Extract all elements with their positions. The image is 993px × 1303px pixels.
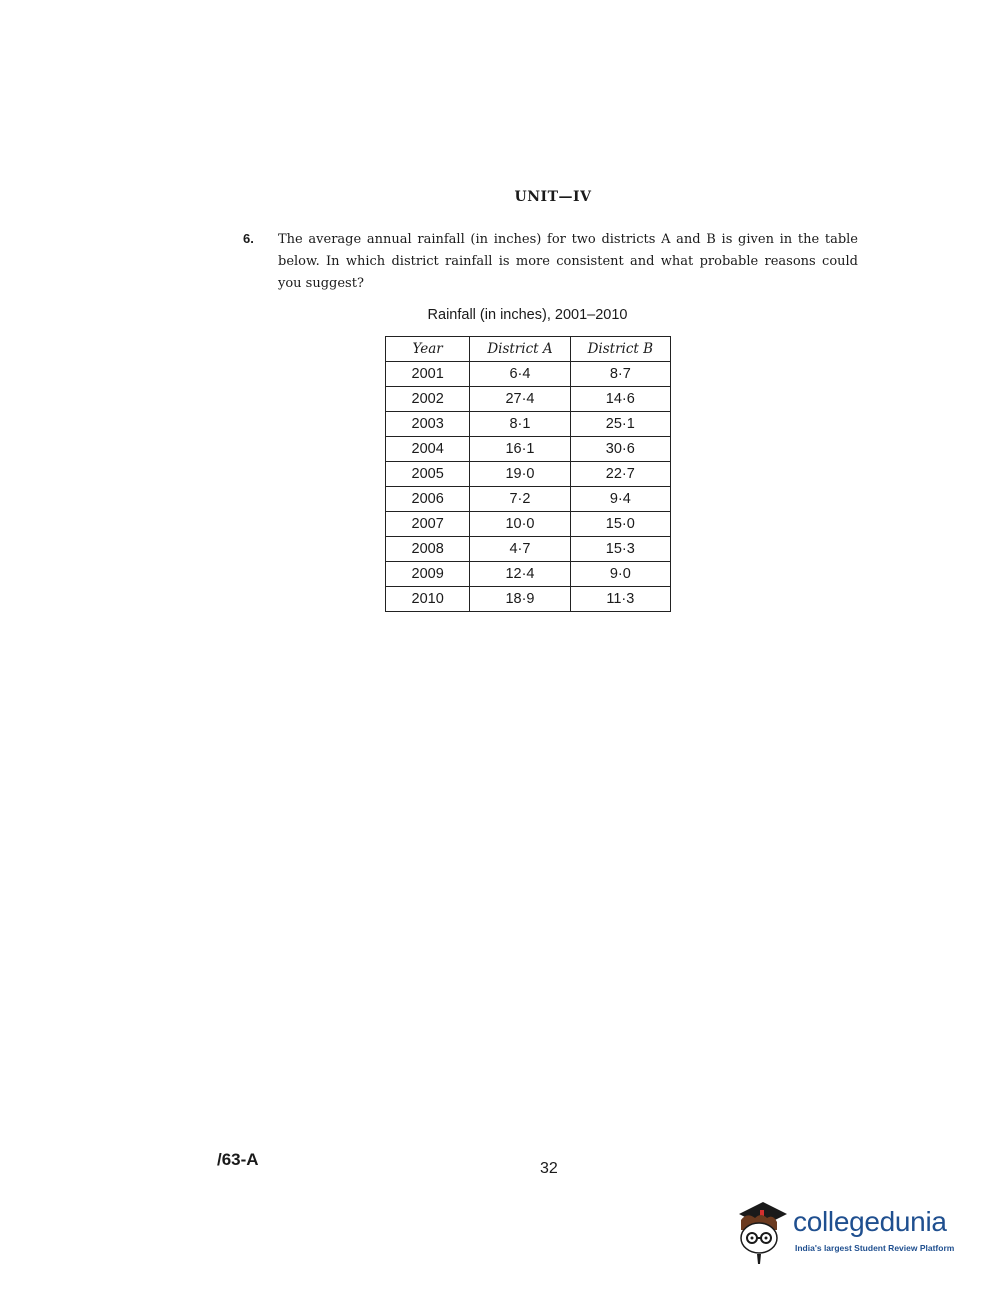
cell-year: 2006 — [386, 487, 470, 512]
cell-district-b: 15·3 — [570, 537, 670, 562]
brand-tagline: India's largest Student Review Platform — [795, 1243, 955, 1253]
cell-district-b: 9·4 — [570, 487, 670, 512]
question-text: The average annual rainfall (in inches) for two districts A and B is given in the table below. In which district rainfall is more consistent and what probable reasons could you suggest? — [278, 232, 858, 291]
cell-district-a: 10·0 — [470, 512, 570, 537]
table-row — [386, 412, 671, 437]
cell-year: 2001 — [386, 362, 470, 387]
table-header-row — [386, 337, 671, 362]
cell-district-a: 8·1 — [470, 412, 570, 437]
rainfall-table — [385, 336, 671, 612]
cell-year: 2008 — [386, 537, 470, 562]
cell-district-a: 6·4 — [470, 362, 570, 387]
cell-year: 2007 — [386, 512, 470, 537]
header-district-a: District A — [470, 337, 570, 362]
cell-district-a: 18·9 — [470, 587, 570, 612]
cell-district-b: 11·3 — [570, 587, 670, 612]
cell-year: 2005 — [386, 462, 470, 487]
cell-district-b: 15·0 — [570, 512, 670, 537]
cell-district-b: 25·1 — [570, 412, 670, 437]
cell-district-a: 7·2 — [470, 487, 570, 512]
cell-district-a: 16·1 — [470, 437, 570, 462]
question-number: 6. — [243, 231, 254, 246]
table-row — [386, 462, 671, 487]
table-row — [386, 587, 671, 612]
student-mascot-icon — [733, 1196, 793, 1268]
table-row — [386, 512, 671, 537]
cell-year: 2010 — [386, 587, 470, 612]
table-caption: Rainfall (in inches), 2001–2010 — [427, 307, 628, 323]
cell-year: 2004 — [386, 437, 470, 462]
cell-district-b: 30·6 — [570, 437, 670, 462]
cell-year: 2002 — [386, 387, 470, 412]
unit-heading: UNIT—IV — [514, 189, 592, 205]
brand-name: collegedunia — [793, 1206, 947, 1237]
collegedunia-watermark — [733, 1196, 963, 1268]
header-year: Year — [386, 337, 470, 362]
cell-district-a: 27·4 — [470, 387, 570, 412]
table-row — [386, 562, 671, 587]
table-row — [386, 387, 671, 412]
paper-code: /63-A — [217, 1150, 259, 1169]
cell-year: 2003 — [386, 412, 470, 437]
header-district-b: District B — [570, 337, 670, 362]
cell-district-b: 8·7 — [570, 362, 670, 387]
table-row — [386, 487, 671, 512]
cell-district-a: 4·7 — [470, 537, 570, 562]
cell-district-a: 19·0 — [470, 462, 570, 487]
cell-year: 2009 — [386, 562, 470, 587]
cell-district-b: 9·0 — [570, 562, 670, 587]
cell-district-b: 14·6 — [570, 387, 670, 412]
cell-district-a: 12·4 — [470, 562, 570, 587]
page-number: 32 — [540, 1160, 558, 1177]
table-row — [386, 537, 671, 562]
table-row — [386, 437, 671, 462]
cell-district-b: 22·7 — [570, 462, 670, 487]
table-row — [386, 362, 671, 387]
